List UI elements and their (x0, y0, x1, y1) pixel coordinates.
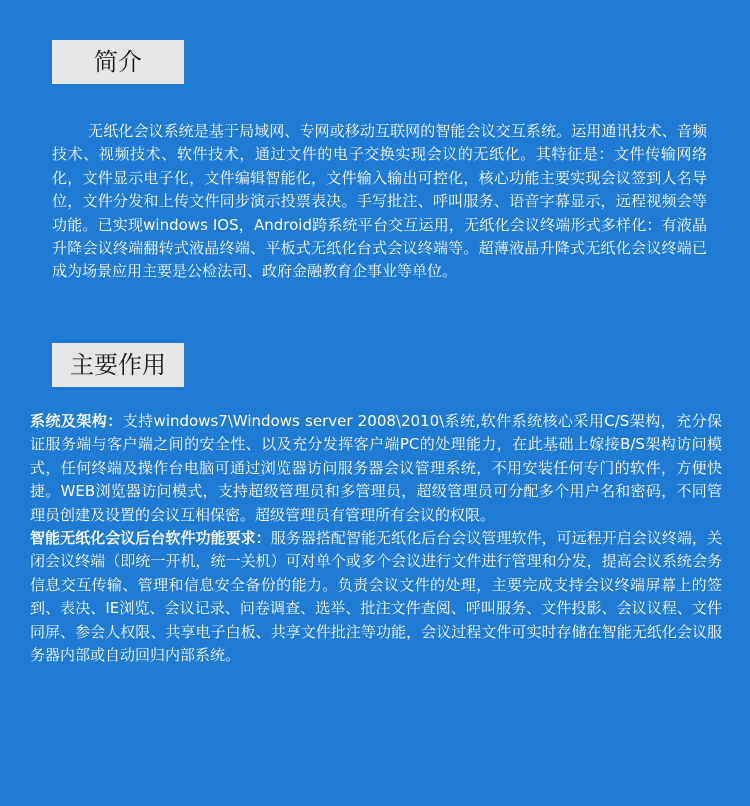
intro-heading: 简介 (52, 40, 184, 84)
function-item-backend-software (30, 527, 722, 667)
intro-body: 无纸化会议系统是基于局域网、专网或移动互联网的智能会议交互系统。运用通讯技术、音频技术、视频技术、软件技术，通过文件的电子交换实现会议的无纸化。其特征是：文件传输网络化，文件显示电子化，文件编辑智能化，文件输入输出可控化，核心功能主要实现会议签到人名导位，文件分发和上传文件同步演示投票表决。手写批注、呼叫服务、语音字幕显示，远程视频会等功能。已实现windows IOS，Android跨系统平台交互运用，无纸化会议终端形式多样化：有液晶升降会议终端翻转式液晶终端、平板式无纸化台式会议终端等。超薄液晶升降式无纸化会议终端已成为场景应用主要是公检法司、政府金融教育企事业等单位。 (52, 122, 707, 281)
functions-body (30, 410, 722, 667)
function-text: 服务器搭配智能无纸化后台会议管理软件，可远程开启会议终端，关闭会议终端（即统一开机，统一关机）可对单个或多个会议进行文件进行管理和分发，提高会议系统会务信息交互传输、管理和信息安全备份的能力。负责会议文件的处理，主要完成支持会议终端屏幕上的签到、表决、IE浏览、会议记录、问卷调查、选举、批注文件查阅、呼叫服务、文件投影、会议议程、文件同屏、参会人权限、共享电子白板、共享文件批注等功能，会议过程文件可实时存储在智能无纸化会议服务器内部或自动回归内部系统。 (30, 529, 722, 665)
function-label: 智能无纸化会议后台软件功能要求： (30, 529, 271, 548)
functions-heading: 主要作用 (52, 343, 184, 387)
function-item-architecture (30, 410, 722, 527)
function-label: 系统及架构： (30, 412, 123, 430)
function-text: 支持windows7\Windows server 2008\2010\系统,软件系统核心采用C/S架构，充分保证服务端与客户端之间的安全性、以及充分发挥客户端PC的处理能力，在此基础上嫁接B/S架构访问模式，任何终端及操作台电脑可通过浏览器访问服务器会议管理系统，不用安装任何专门的软件，方便快捷。WEB浏览器访问模式，支持超级管理员和多管理员，超级管理员可分配多个用户名和密码，不同管理员创建及设置的会议互相保密。超级管理员有管理所有会议的权限。 (30, 412, 722, 524)
intro-paragraph (52, 120, 707, 284)
